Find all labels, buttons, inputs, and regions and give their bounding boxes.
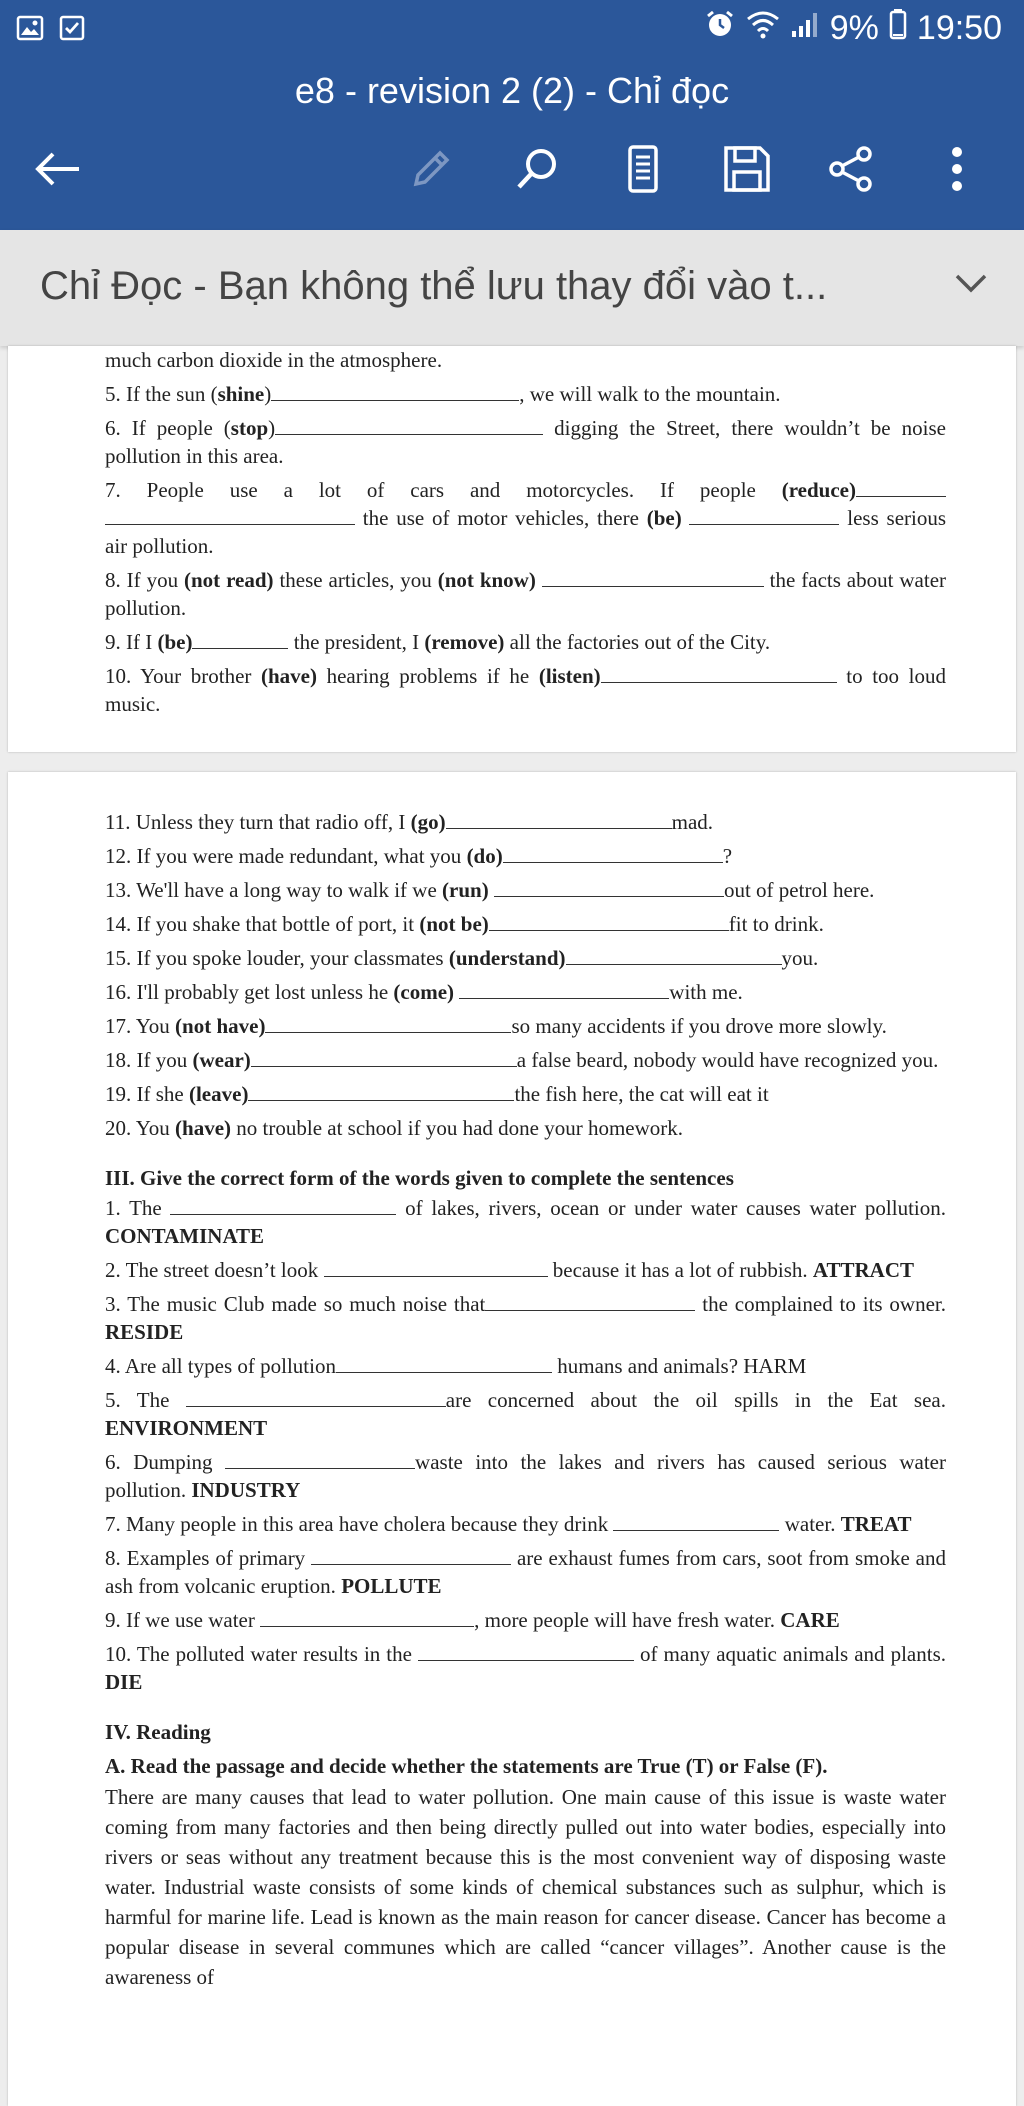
exercise-item-13: 13. We'll have a long way to walk if we (run) out of petrol here. [105,878,875,902]
exercise-item-9: 9. If I (be) the president, I (remove) all the factories out of the City. [105,630,771,654]
exercise-item-8: 8. If you (not read) these articles, you (not know) the facts about water pollution. [105,568,947,620]
page1-content [105,346,946,724]
exercise-item-14: 14. If you shake that bottle of port, it (not be) fit to drink. [105,912,824,936]
word-form-item-5: 5. The are concerned about the oil spills in the Eat sea. ENVIRONMENT [105,1388,946,1440]
exercise-item-16: 16. I'll probably get lost unless he (come) with me. [105,980,743,1004]
alarm-icon [704,8,736,49]
exercise-item-6: 6. If people (stop) digging the Street, there wouldn’t be noise pollution in this area. [105,416,946,468]
gallery-icon [16,14,44,47]
search-icon[interactable] [510,142,564,196]
exercise-item-19: 19. If she (leave) the fish here, the cat will eat it [105,1082,769,1106]
save-icon[interactable] [720,142,774,196]
text-line: much carbon dioxide in the atmosphere. [105,348,443,372]
pen-icon[interactable] [404,142,458,196]
back-arrow-icon[interactable] [30,142,84,196]
battery-level: 9% [829,9,879,47]
read-only-message: Chỉ Đọc - Bạn không thể lưu thay đổi vào t... [40,264,828,308]
word-form-item-7: 7. Many people in this area have cholera because they drink water. TREAT [105,1512,912,1536]
wifi-icon [746,9,780,48]
word-form-item-10: 10. The polluted water results in the of many aquatic animals and plants. DIE [105,1642,946,1694]
word-form-item-8: 8. Examples of primary are exhaust fumes from cars, soot from smoke and ash from volcanic eruption. POLLUTE [105,1546,946,1598]
section-heading-iii: III. Give the correct form of the words given to complete the sentences [105,1166,734,1190]
exercise-item-5: 5. If the sun (shine) , we will walk to the mountain. [105,382,781,406]
exercise-item-10: 10. Your brother (have) hearing problems if he (listen) to too loud music. [105,664,946,716]
section-heading-iv: IV. Reading [105,1720,211,1744]
reading-instruction: A. Read the passage and decide whether the statements are True (T) or False (F). [105,1754,828,1778]
chevron-down-icon[interactable] [954,272,988,299]
word-form-item-1: 1. The of lakes, rivers, ocean or under water causes water pollution. CONTAMINATE [105,1196,946,1248]
task-icon [58,14,86,47]
exercise-item-15: 15. If you spoke louder, your classmates (understand) you. [105,946,819,970]
word-form-item-6: 6. Dumping waste into the lakes and rivers has caused serious water pollution. INDUSTRY [105,1450,946,1502]
exercise-item-11: 11. Unless they turn that radio off, I (go) mad. [105,810,714,834]
page2-content [105,808,946,1992]
reading-view-icon[interactable] [616,142,670,196]
word-form-item-9: 9. If we use water , more people will have fresh water. CARE [105,1608,840,1632]
word-form-item-4: 4. Are all types of pollution humans and animals? HARM [105,1354,807,1378]
read-only-banner[interactable] [0,230,1024,346]
more-vert-icon[interactable] [930,142,984,196]
exercise-item-17: 17. You (not have) so many accidents if you drove more slowly. [105,1014,887,1038]
word-form-item-3: 3. The music Club made so much noise that the complained to its owner. RESIDE [105,1292,946,1344]
clock-time: 19:50 [916,9,1002,47]
signal-icon [790,9,820,48]
exercise-item-20: 20. You (have) no trouble at school if you had done your homework. [105,1116,684,1140]
battery-icon [889,8,907,49]
exercise-item-7: 7. People use a lot of cars and motorcycles. If people (reduce) the use of motor vehicles, there (be) less serious air pollution. [105,478,947,558]
exercise-item-12: 12. If you were made redundant, what you (do) ? [105,844,733,868]
word-form-item-2: 2. The street doesn’t look because it has a lot of rubbish. ATTRACT [105,1258,915,1282]
status-bar [0,0,1024,58]
share-icon[interactable] [824,142,878,196]
reading-passage: There are many causes that lead to water pollution. One main cause of this issue is waste water coming from many factories and then being directly pulled out into water bodies, especially into rivers or seas without any treatment because this is the most convenient way of disposing waste water. Industrial waste consists of some kinds of chemical substances such as sulphur, which is harmful for marine life. Lead is known as the main reason for cancer disease. Cancer has become a popular disease in several communes which are called “cancer villages”. Another cause is the awareness of [105,1785,946,1989]
document-title: e8 - revision 2 (2) - Chỉ đọc [294,70,730,111]
exercise-item-18: 18. If you (wear) a false beard, nobody would have recognized you. [105,1048,939,1072]
